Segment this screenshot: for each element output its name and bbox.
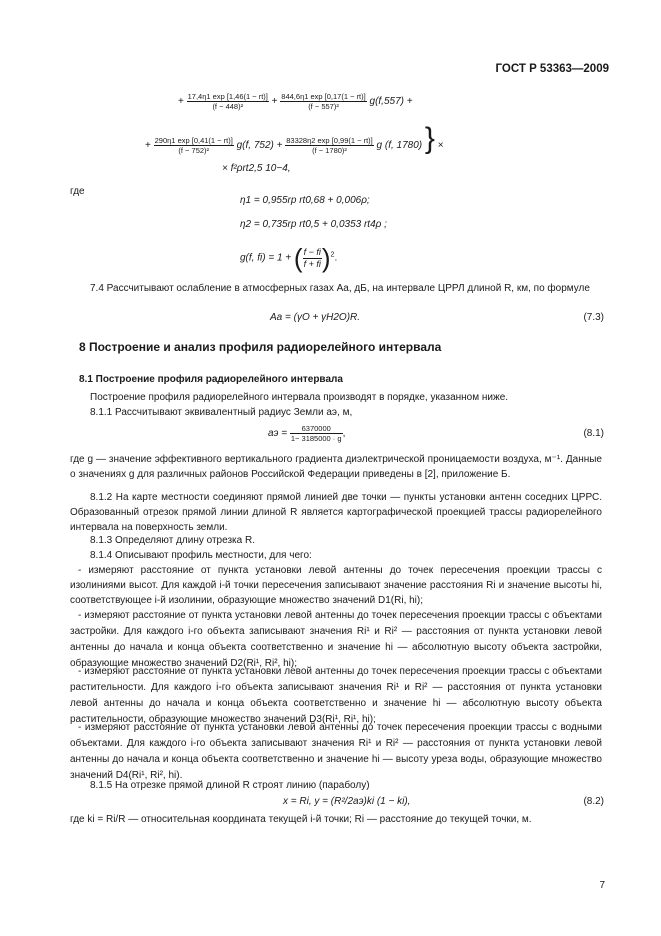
- formula-fraction: [285, 136, 374, 155]
- formula-fraction: [280, 92, 366, 111]
- formula-term: g (f, 1780): [376, 140, 423, 151]
- paragraph-g-definition: где g — значение эффективного вертикального градиента диэлектрической проницаемости воздуха, м⁻¹. Данные о значениях g для различных районов Российской Федерации приведены в [2], приложение Б.: [70, 454, 602, 480]
- formula-term: g(f,557) +: [369, 96, 413, 108]
- equation-8-2: x = Ri, y = (R²/2aэ)ki (1 − ki),: [283, 796, 411, 807]
- formula-end: .: [334, 252, 338, 264]
- formula-denominator: 1− 3185000 · g: [290, 434, 342, 443]
- g-function-lhs: g(f, fi) = 1 +: [240, 252, 292, 264]
- equation-number: (8.1): [583, 428, 604, 439]
- right-paren-symbol: ): [321, 243, 331, 273]
- formula-fraction: [187, 92, 269, 111]
- section-heading: 8 Построение и анализ профиля радиорелейного интервала: [79, 340, 442, 354]
- formula-denominator: (f − 1780)²: [312, 145, 347, 155]
- paragraph-k-definition: где ki = Ri/R — относительная координата текущей i-й точки; Ri — расстояние до текущей точки, м.: [70, 814, 532, 825]
- paragraph-8-1-1: 8.1.1 Рассчитывают эквивалентный радиус Земли aэ, м,: [90, 407, 353, 418]
- formula-numerator: 83328η2 exp [0,99(1 − rt)]: [286, 135, 373, 145]
- paragraph-8-1-2: 8.1.2 На карте местности соединяют прямой линией две точки — пункты установки антенн соседних ЦРРС. Образованный отрезок прямой линии длиной R является картографической проекцией трассы радиорелейного интервала на поверхность земли.: [70, 492, 602, 533]
- formula-numerator: 844,6η1 exp [0,17(1 − rt)]: [281, 92, 366, 101]
- equation-number: (7.3): [583, 312, 604, 323]
- eta2-formula: η2 = 0,735rp rt0,5 + 0,0353 rt4ρ ;: [240, 219, 387, 230]
- equation-8-1: [268, 424, 345, 443]
- g-function-formula: [240, 245, 337, 271]
- formula-term: g(f, 752) +: [236, 140, 283, 151]
- list-item-isolines: - измеряют расстояние от пункта установки левой антенны до точек пересечения проекции трассы с изолиниями высот. Для каждой i-й точки пересечения записывают значение расстояния Ri и значение высоты hi, соответствующее i-й изолинии, образующие множество значений D1(Ri, hi);: [70, 565, 602, 606]
- equation-number: (8.2): [583, 796, 604, 807]
- formula-denominator: f + fi: [303, 258, 321, 269]
- formula-end: ,: [342, 428, 346, 440]
- formula-numerator: 6370000: [290, 424, 343, 434]
- equation-lhs: aэ =: [268, 428, 288, 440]
- page-number: 7: [599, 880, 605, 891]
- formula-numerator: 290η1 exp [0,41(1 − rt)]: [154, 135, 233, 145]
- formula-fraction: [290, 424, 343, 443]
- equation-7-3: Aа = (γO + γH2O)R.: [270, 312, 361, 323]
- formula-line-3: × f²ρrt2,5 10−4,: [222, 163, 291, 174]
- document-code: ГОСТ Р 53363—2009: [495, 63, 609, 75]
- formula-plus: +: [271, 96, 278, 108]
- formula-denominator: (f − 752)²: [178, 145, 210, 155]
- list-item-vegetation: - измеряют расстояние от пункта установки левой антенны до точек пересечения проекции трассы с объектами растительности. Для каждого i-го объекта записывают значения Ri¹ и Ri² — расстояния от пункта установки левой антенны до начала и конца объекта соответственно и значение hi — абсолютную высоту объекта растительности, образующие множество значений D3(Ri¹, Ri¹, hi);: [70, 666, 602, 725]
- eta1-formula: η1 = 0,955rp rt0,68 + 0,006ρ;: [240, 195, 370, 206]
- exponent: 2: [330, 251, 335, 259]
- paragraph-8-1-3: 8.1.3 Определяют длину отрезка R.: [90, 535, 255, 546]
- formula-line-1: [178, 92, 413, 111]
- list-item-buildings: - измеряют расстояние от пункта установки левой антенны до точек пересечения проекции трассы с объектами застройки. Для каждого i-го объекта записывают значения Ri¹ и Ri² — расстояния от пункта установки левой антенны до начала и конца объекта соответственно и значение hi — абсолютную высоту объекта застройки, образующие множество значений D2(Ri¹, Ri², hi);: [70, 610, 602, 669]
- formula-fraction: [154, 136, 234, 155]
- formula-line-2: [145, 124, 444, 155]
- formula-numerator: 17,4η1 exp [1,46(1 − rt)]: [187, 92, 268, 101]
- formula-times: ×: [437, 140, 444, 151]
- right-brace-symbol: }: [424, 122, 435, 155]
- formula-plus: +: [145, 140, 151, 151]
- paragraph-7-4: 7.4 Рассчитывают ослабление в атмосферных газах Aа, дБ, на интервале ЦРРЛ длиной R, км, по формуле: [90, 283, 590, 294]
- paragraph-8-1-5: 8.1.5 На отрезке прямой длиной R строят линию (параболу): [90, 780, 370, 791]
- paragraph: Построение профиля радиорелейного интервала производят в порядке, указанном ниже.: [90, 392, 509, 403]
- formula-plus: +: [178, 96, 184, 108]
- left-paren-symbol: (: [293, 243, 303, 273]
- list-item-water: - измеряют расстояние от пункта установки левой антенны до точек пересечения проекции трассы с водными объектами. Для каждого i-го объекта записывают значения Ri¹ и Ri² — расстояния от пункта установки левой антенны до начала и конца объекта соответственно и значение hi — высоту уреза воды, образующие множество значений D4(Ri¹, Ri², hi).: [70, 722, 602, 781]
- formula-denominator: (f − 448)²: [212, 102, 244, 111]
- formula-denominator: (f − 557)²: [308, 102, 339, 111]
- formula-fraction: [303, 247, 322, 270]
- formula-numerator: f − fi: [303, 246, 321, 257]
- where-label: где: [70, 186, 85, 197]
- paragraph-8-1-4: 8.1.4 Описывают профиль местности, для чего:: [90, 550, 312, 561]
- subsection-heading: 8.1 Построение профиля радиорелейного интервала: [79, 374, 343, 385]
